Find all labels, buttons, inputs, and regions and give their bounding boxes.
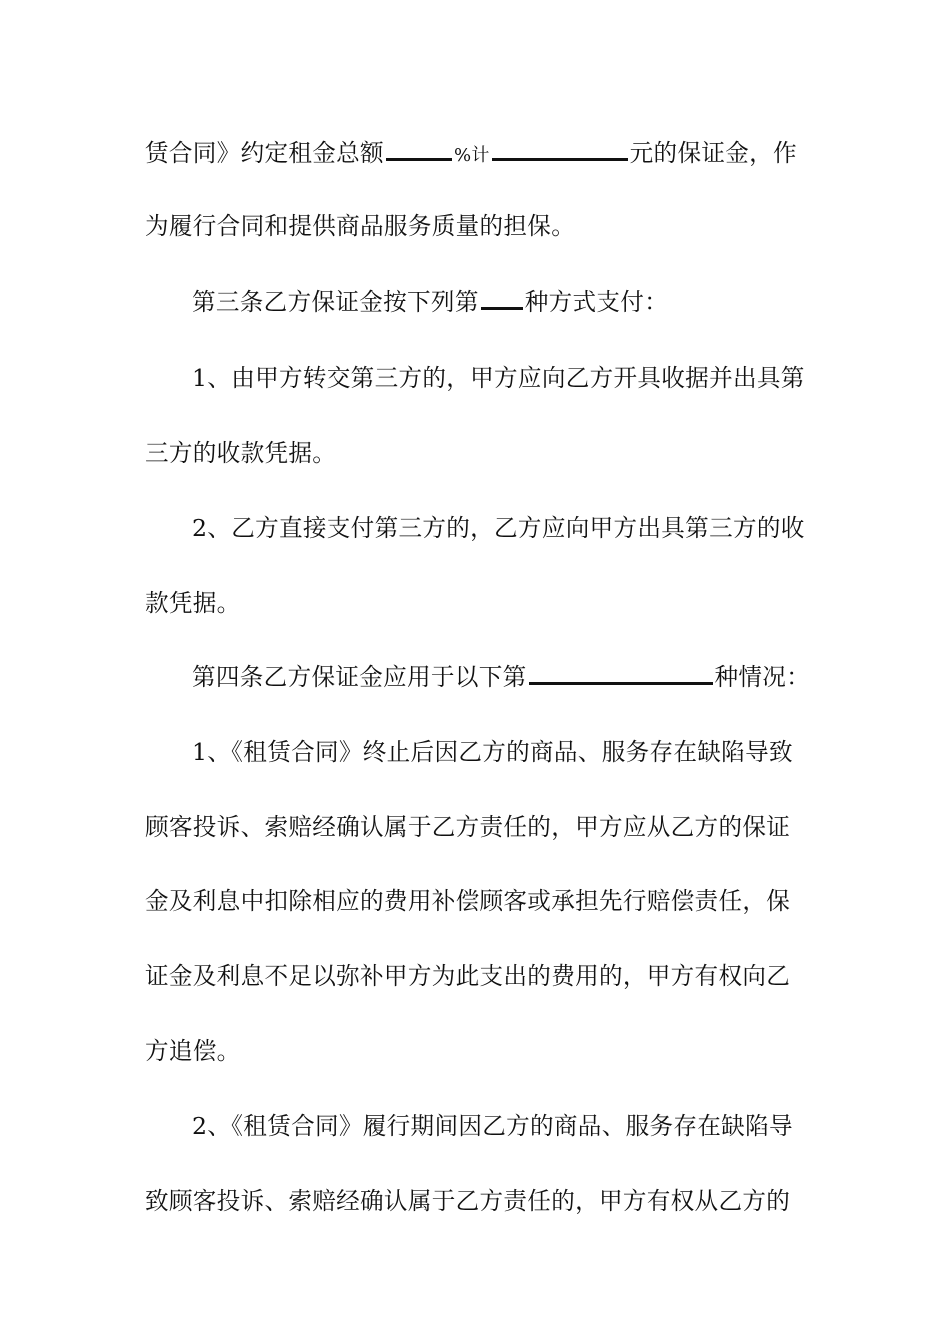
text-segment: 第四条乙方保证金应用于以下第 bbox=[192, 663, 527, 691]
text-segment: 种情况： bbox=[714, 663, 811, 691]
text-segment: 赁合同》约定租金总额 bbox=[145, 139, 384, 167]
text-segment: %计 bbox=[453, 145, 490, 166]
text-line: 顾客投诉、索赔经确认属于乙方责任的，甲方应从乙方的保证 bbox=[145, 813, 791, 841]
text-line: 款凭据。 bbox=[145, 589, 241, 617]
text-line: 致顾客投诉、索赔经确认属于乙方责任的，甲方有权从乙方的 bbox=[145, 1187, 791, 1215]
fill-blank bbox=[481, 289, 523, 310]
fill-blank bbox=[386, 140, 452, 161]
text-segment: 元的保证金，作 bbox=[629, 139, 797, 167]
text-line: 证金及利息不足以弥补甲方为此支出的费用的，甲方有权向乙 bbox=[145, 962, 791, 990]
article-heading bbox=[192, 662, 812, 692]
fill-blank bbox=[529, 664, 713, 685]
text-line: 2、乙方直接支付第三方的，乙方应向甲方出具第三方的收 bbox=[192, 514, 805, 542]
fill-blank bbox=[492, 140, 628, 161]
text-line bbox=[145, 138, 810, 171]
text-line: 1、《租赁合同》终止后因乙方的商品、服务存在缺陷导致 bbox=[192, 738, 793, 766]
text-segment: 种方式支付： bbox=[524, 288, 669, 316]
text-line: 2、《租赁合同》履行期间因乙方的商品、服务存在缺陷导 bbox=[192, 1112, 793, 1140]
text-line: 三方的收款凭据。 bbox=[145, 439, 337, 467]
text-line: 1、由甲方转交第三方的，甲方应向乙方开具收据并出具第 bbox=[192, 364, 805, 392]
text-line: 方追偿。 bbox=[145, 1037, 241, 1065]
text-line: 为履行合同和提供商品服务质量的担保。 bbox=[145, 212, 576, 240]
text-line: 金及利息中扣除相应的费用补偿顾客或承担先行赔偿责任，保 bbox=[145, 887, 791, 915]
text-segment: 第三条乙方保证金按下列第 bbox=[192, 288, 479, 316]
article-heading bbox=[192, 287, 812, 317]
